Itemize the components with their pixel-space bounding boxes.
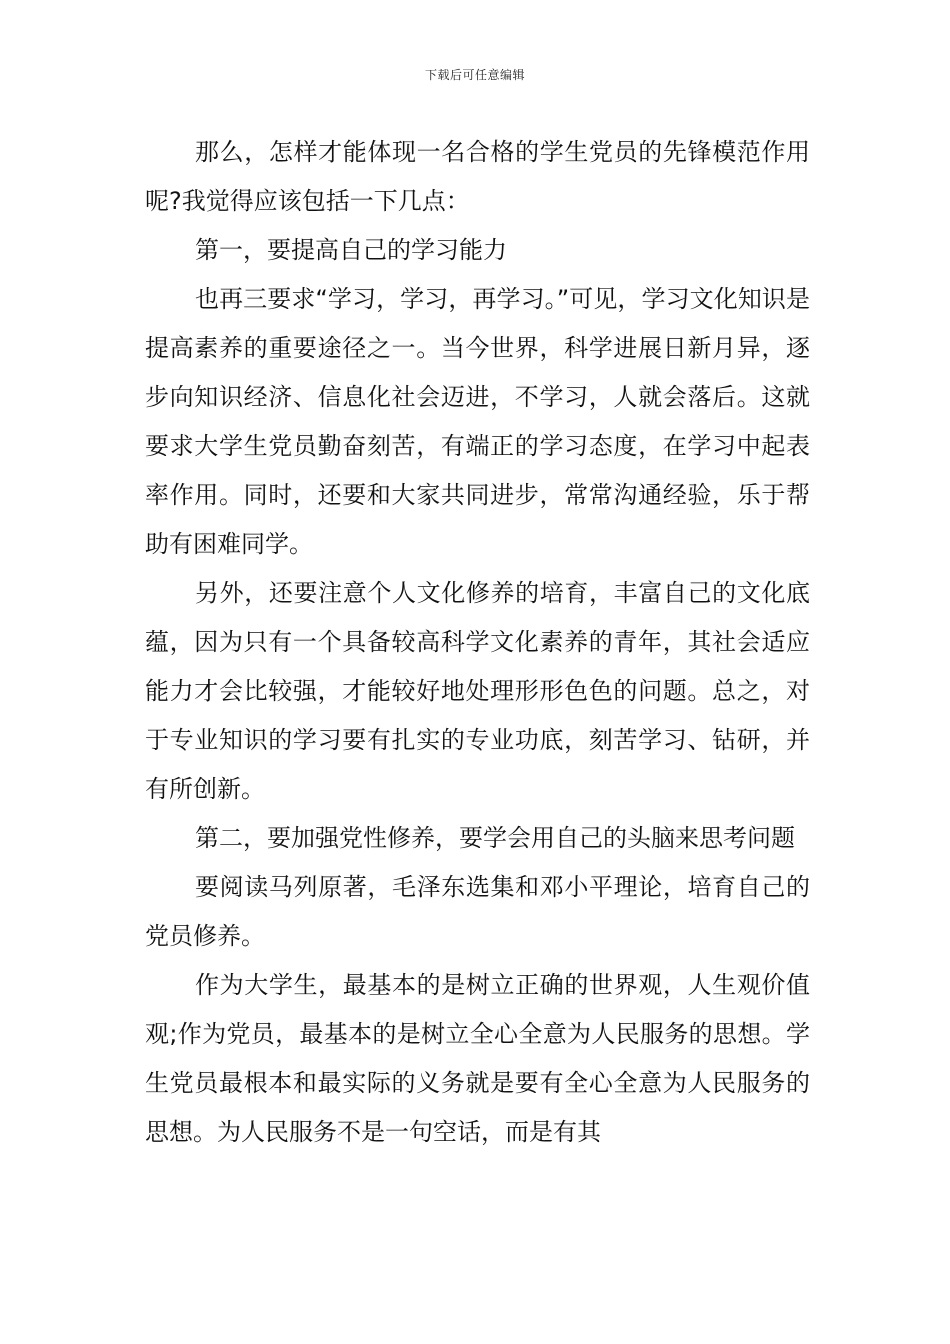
paragraph-learning: 也再三要求“学习，学习，再学习。”可见，学习文化知识是提高素养的重要途径之一。当今世界，科学进展日新月异，逐步向知识经济、信息化社会迈进，不学习，人就会落后。这就要求大学生党员勤奋刻苦，有端正的学习态度，在学习中起表率作用。同时，还要和大家共同进步，常常沟通经验，乐于帮助有困难同学。: [145, 285, 810, 558]
paragraph-worldview: 作为大学生，最基本的是树立正确的世界观，人生观价值观;作为党员，最基本的是树立全心全意为人民服务的思想。学生党员最根本和最实际的义务就是要有全心全意为人民服务的思想。为人民服务不是一句空话，而是有其: [145, 971, 810, 1146]
paragraph-reading: 要阅读马列原著，毛泽东选集和邓小平理论，培育自己的党员修养。: [145, 873, 810, 950]
paragraph-intro: 那么，怎样才能体现一名合格的学生党员的先锋模范作用呢?我觉得应该包括一下几点：: [145, 138, 810, 215]
paragraph-heading-first: 第一，要提高自己的学习能力: [195, 236, 507, 264]
paragraph-culture: 另外，还要注意个人文化修养的培育，丰富自己的文化底蕴，因为只有一个具备较高科学文化素养的青年，其社会适应能力才会比较强，才能较好地处理形形色色的问题。总之，对于专业知识的学习要有扎实的专业功底，刻苦学习、钻研，并有所创新。: [145, 579, 810, 803]
document-body: [145, 128, 810, 1157]
paragraph-heading-second: 第二，要加强党性修养，要学会用自己的头脑来思考问题: [195, 824, 795, 852]
page-header: 下载后可任意编辑: [424, 68, 525, 82]
